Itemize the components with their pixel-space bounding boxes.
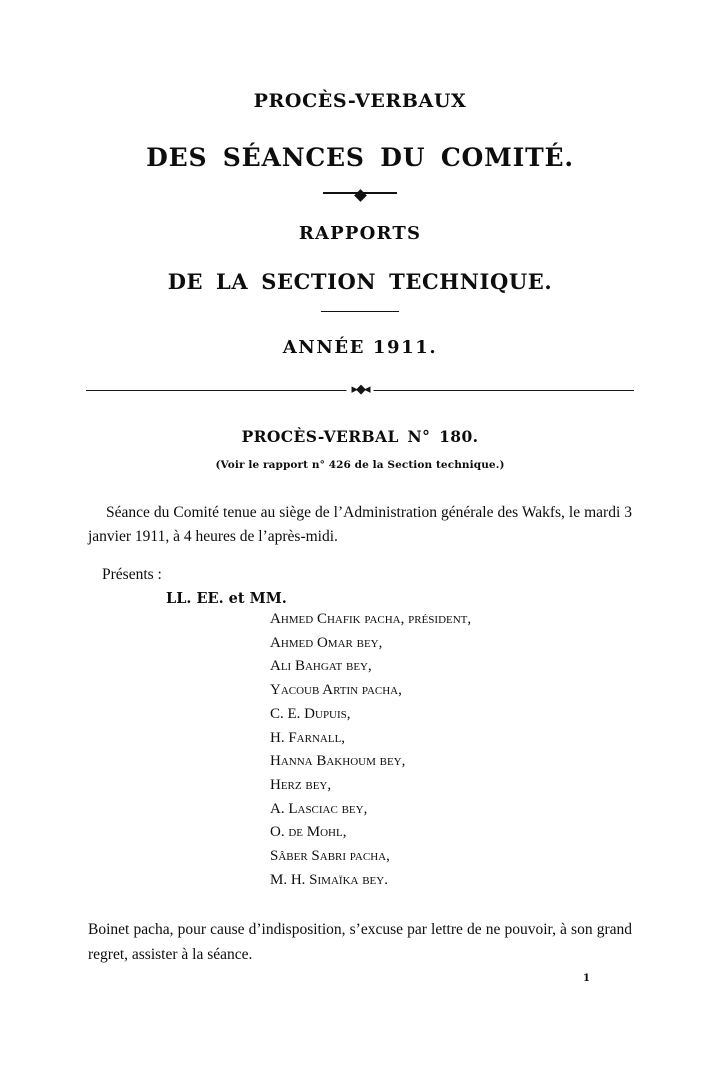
document-title-rapports: RAPPORTS [298, 223, 422, 244]
list-item: Hanna Bakhoum bey, [270, 753, 406, 770]
list-item: M. H. Simaïka bey. [270, 871, 388, 888]
attendees-lead: LL. EE. et MM. [166, 590, 287, 608]
present-label: Présents : [102, 566, 162, 584]
list-item: Yacoub Artin pacha, [270, 682, 402, 699]
page-number: 1 [583, 973, 590, 984]
document-title-primary: PROCÈS-VERBAUX [253, 90, 467, 112]
document-title-section-technique: DE LA SECTION TECHNIQUE. [167, 269, 553, 294]
list-item: Sâber Sabri pacha, [270, 847, 390, 864]
opening-paragraph: Séance du Comité tenue au siège de l’Administration générale des Wakfs, le mardi 3 janvier 1911, à 4 heures de l’après-midi. [88, 504, 632, 545]
document-title-secondary: DES SÉANCES DU COMITÉ. [146, 143, 574, 172]
list-item: H. Farnall, [270, 729, 346, 746]
list-item: A. Lasciac bey, [270, 800, 368, 817]
list-item: Ali Bahgat bey, [270, 658, 372, 675]
list-item: O. de Mohl, [270, 824, 347, 841]
closing-paragraph [88, 918, 632, 966]
attendees-list [166, 608, 632, 892]
masthead [88, 90, 632, 358]
wide-divider [86, 384, 634, 396]
ornament-rule-2 [321, 311, 399, 312]
diamond-ornament-icon: ▸◆◂ [346, 384, 373, 396]
list-item: Herz bey, [270, 776, 332, 793]
proces-verbal-heading: PROCÈS-VERBAL N° 180. [241, 427, 479, 446]
document-year: ANNÉE 1911. [282, 337, 438, 358]
ornament-rule-1 [323, 192, 397, 194]
list-item: C. E. Dupuis, [270, 705, 351, 722]
attendees-block [88, 590, 632, 892]
list-item: Ahmed Omar bey, [270, 634, 383, 651]
list-item: Ahmed Chafik pacha, président, [270, 611, 472, 628]
proces-verbal-subheading: (Voir le rapport n° 426 de la Section technique.) [215, 459, 505, 471]
closing-paragraph-text: Boinet pacha, pour cause d’indisposition, s’excuse par lettre de ne pouvoir, à son grand regret, assister à la séance. [88, 921, 632, 963]
